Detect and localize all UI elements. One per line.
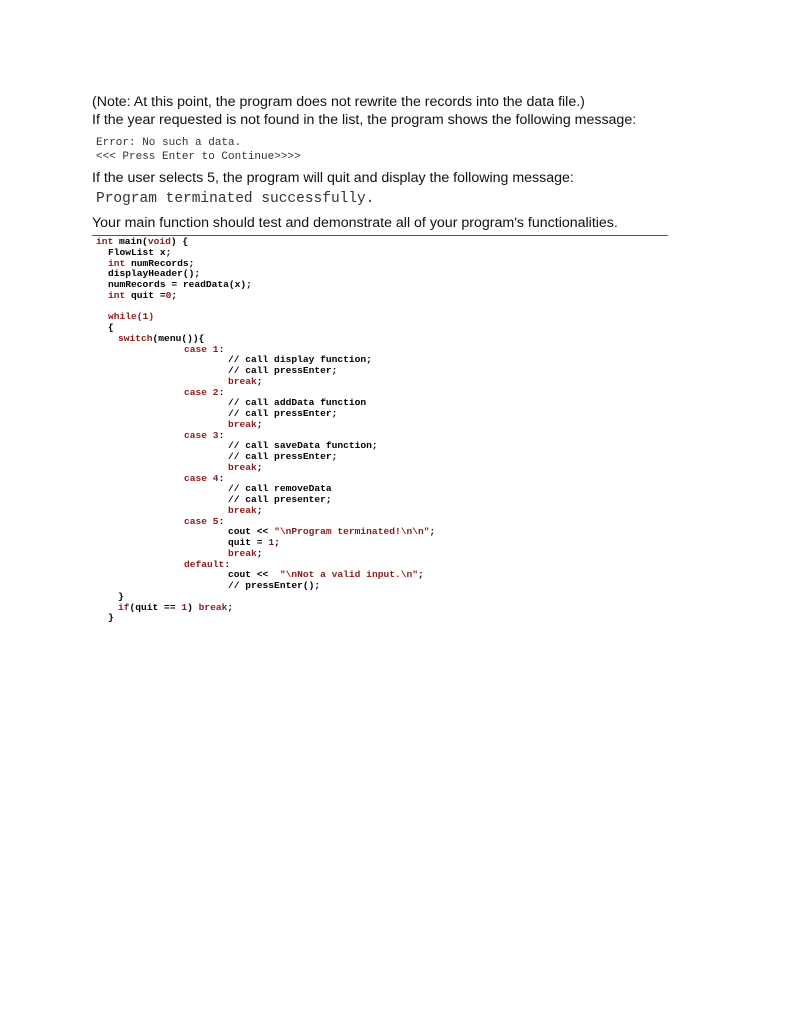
code-line: int quit =0; <box>108 289 178 301</box>
code-line: // call pressEnter; <box>228 451 338 462</box>
code-line: // call removeData <box>228 483 332 495</box>
code-line: break; <box>228 418 263 430</box>
code-line: default: <box>184 558 231 570</box>
code-line: switch(menu()){ <box>118 332 205 344</box>
code-line: cout << "\nProgram terminated!\n\n"; <box>228 526 436 538</box>
code-line: while(1) <box>108 311 155 323</box>
code-line: // call saveData function; <box>228 440 378 452</box>
terminated-output: Program terminated successfully. <box>96 191 375 207</box>
main-function-paragraph: Your main function should test and demonstrate all of your program's functionalities. <box>92 215 618 231</box>
code-line: case 1: <box>184 343 225 355</box>
code-line: break; <box>228 461 263 473</box>
code-line: } <box>118 590 124 602</box>
code-line: // pressEnter(); <box>228 580 321 591</box>
code-line: case 4: <box>184 472 225 484</box>
year-not-found-paragraph: If the year requested is not found in the list, the program shows the following message: <box>92 112 637 128</box>
code-line: quit = 1; <box>228 537 280 548</box>
code-line: // call presenter; <box>228 494 332 505</box>
error-output-line-2: <<< Press Enter to Continue>>>> <box>96 151 301 163</box>
code-line: // call pressEnter; <box>228 365 338 376</box>
code-line: int main(void) { <box>96 236 189 247</box>
code-line: { <box>108 322 114 333</box>
code-line: numRecords = readData(x); <box>108 279 252 290</box>
code-line: // call pressEnter; <box>228 408 338 419</box>
code-line: FlowList x; <box>108 246 172 258</box>
code-line: cout << "\nNot a valid input.\n"; <box>228 569 424 581</box>
code-line: break; <box>228 547 263 559</box>
code-line: int numRecords; <box>108 257 195 269</box>
user-selects-5-paragraph: If the user selects 5, the program will quit and display the following message: <box>92 170 574 186</box>
error-output-line-1: Error: No such a data. <box>96 137 242 149</box>
code-line: case 5: <box>184 515 225 527</box>
note-paragraph: (Note: At this point, the program does not rewrite the records into the data file.) <box>92 94 585 110</box>
code-line: break; <box>228 504 263 516</box>
code-line: } <box>108 612 114 624</box>
code-line: break; <box>228 375 263 387</box>
code-line: case 3: <box>184 429 225 441</box>
code-line: // call addData function <box>228 397 367 409</box>
code-line: case 2: <box>184 386 225 398</box>
code-line: // call display function; <box>228 354 372 366</box>
code-line: displayHeader(); <box>108 268 201 280</box>
code-line: if(quit == 1) break; <box>118 601 234 613</box>
